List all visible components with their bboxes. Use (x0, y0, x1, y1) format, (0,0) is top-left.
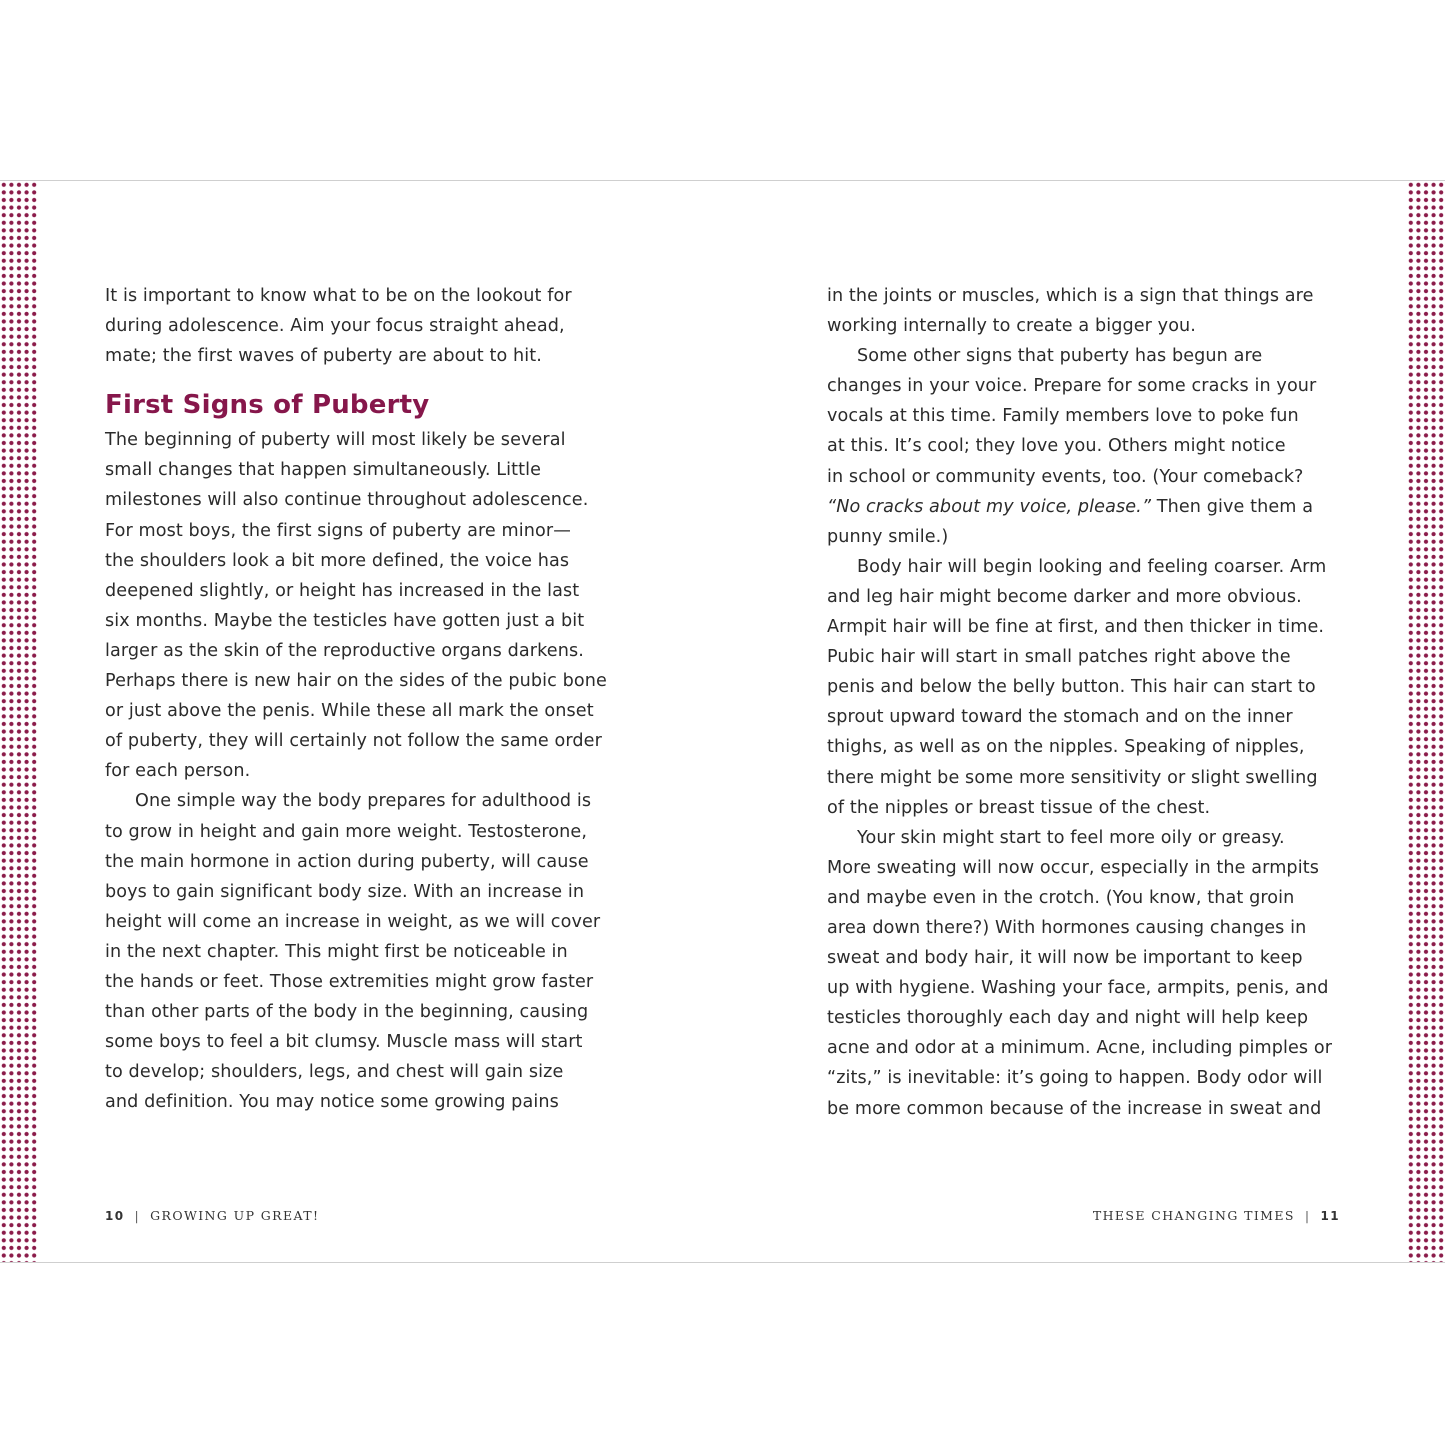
intro-paragraph: It is important to know what to be on the lookout for during adolescence. Aim your focus straight ahead, mate; the first waves of puberty are about to hit. (105, 286, 572, 367)
right-paragraph-1: in the joints or muscles, which is a sign that things are working internally to create a bigger you. (827, 286, 1314, 337)
left-paragraph-2: One simple way the body prepares for adulthood is to grow in height and gain more weight. Testosterone, the main hormone in action during puberty, will cause boys to gain significant body size. With an increase in height will come an increase in weight, as we will cover in the next chapter. This might first be noticeable in the hands or feet. Those extremities might grow faster than other parts of the body in the beginning, causing some boys to feel a bit clumsy. Muscle mass will start to develop; shoulders, legs, and chest will gain size and definition. You may notice some growing pains (105, 791, 601, 1113)
right-paragraph-2 (827, 341, 1347, 552)
left-page (105, 281, 625, 1117)
chapter-title: THESE CHANGING TIMES (1092, 1208, 1295, 1223)
right-paragraph-3: Body hair will begin looking and feeling coarser. Arm and leg hair might become darker and more obvious. Armpit hair will be fine at first, and then thicker in time. Pubic hair will start in small patches right above the penis and below the belly button. This hair can start to sprout upward toward the stomach and on the inner thighs, as well as on the nipples. Speaking of nipples, there might be some more sensitivity or slight swelling of the nipples or breast tissue of the chest. (827, 556, 1327, 818)
left-page-number: 10 (105, 1209, 125, 1223)
footer-separator: | (1304, 1208, 1311, 1223)
paragraph-2-text-b: Then give them a punny smile.) (827, 496, 1314, 547)
left-dot-border (0, 181, 38, 1262)
footer-separator: | (134, 1208, 141, 1223)
right-page (827, 281, 1347, 1124)
book-spread (0, 180, 1445, 1263)
paragraph-2-text-a: Some other signs that puberty has begun are changes in your voice. Prepare for some cracks in your vocals at this time. Family members love to poke fun at this. It’s cool; they love you. Others might notice in school or community events, too. (Your comeback? (827, 346, 1317, 487)
right-paragraph-4: Your skin might start to feel more oily or greasy. More sweating will now occur, especially in the armpits and maybe even in the crotch. (You know, that groin area down there?) With hormones causing changes in sweat and body hair, it will now be important to keep up with hygiene. Washing your face, armpits, penis, and testicles thoroughly each day and night will help keep acne and odor at a minimum. Acne, including pimples or “zits,” is inevitable: it’s going to happen. Body odor will be more common because of the increase in sweat and (827, 827, 1333, 1119)
book-title: GROWING UP GREAT! (150, 1208, 320, 1223)
right-dot-border (1407, 181, 1445, 1262)
left-footer (105, 1208, 319, 1223)
left-paragraph-1: The beginning of puberty will most likely be several small changes that happen simultaneously. Little milestones will also continue throughout adolescence. For most boys, the first signs of puberty are minor— the shoulders look a bit more defined, the voice has deepened slightly, or height has increased in the last six months. Maybe the testicles have gotten just a bit larger as the skin of the reproductive organs darkens. Perhaps there is new hair on the sides of the pubic bone or just above the penis. While these all mark the onset of puberty, they will certainly not follow the same order for each person. (105, 430, 607, 782)
section-heading: First Signs of Puberty (105, 390, 430, 421)
comeback-quote: “No cracks about my voice, please.” (827, 496, 1152, 517)
right-page-number: 11 (1320, 1209, 1340, 1223)
right-footer (1093, 1208, 1340, 1223)
